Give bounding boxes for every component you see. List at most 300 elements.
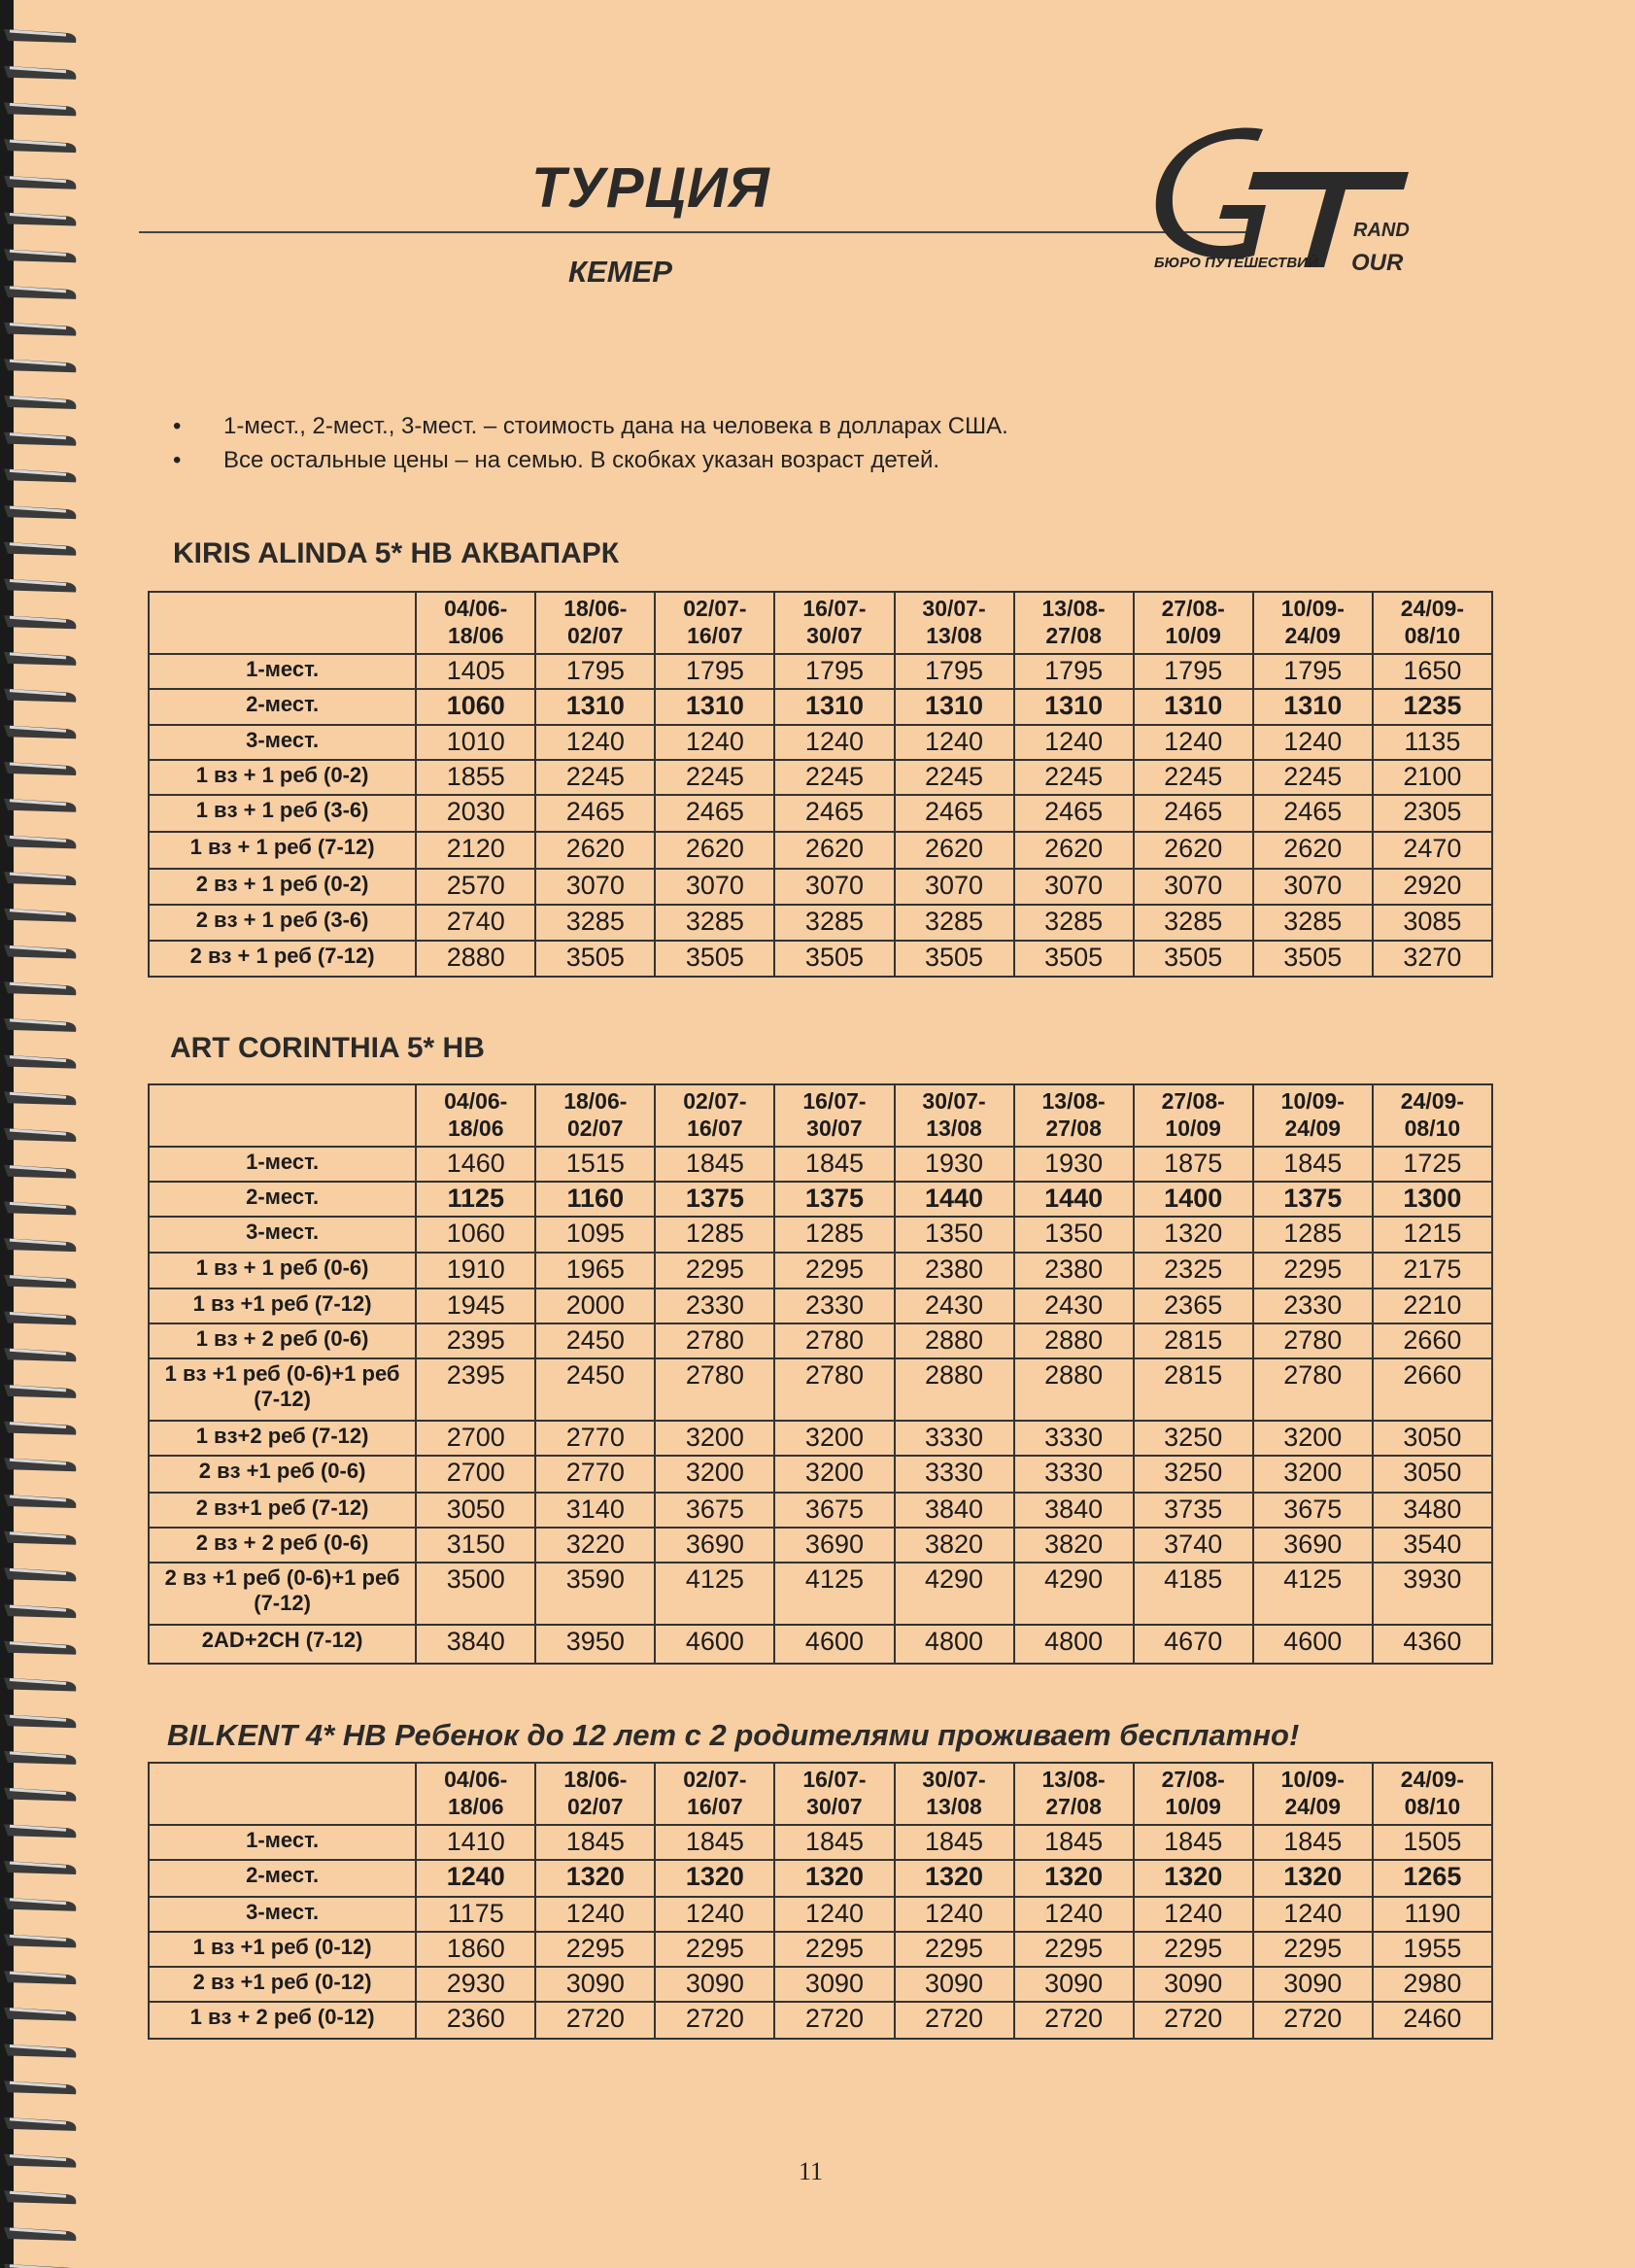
price-cell: 2700 — [416, 1421, 535, 1456]
price-cell: 3285 — [655, 905, 774, 941]
price-cell: 3070 — [1134, 869, 1253, 905]
price-cell: 3090 — [655, 1967, 774, 2002]
price-cell: 2980 — [1373, 1967, 1492, 2002]
price-cell: 1060 — [416, 1217, 535, 1253]
page-subtitle: КЕМЕР — [568, 255, 672, 289]
row-label: 1-мест. — [149, 1825, 416, 1860]
price-cell: 2720 — [1014, 2002, 1134, 2039]
price-cell: 1650 — [1373, 654, 1492, 689]
price-cell: 2620 — [1134, 832, 1253, 869]
price-cell: 2720 — [895, 2002, 1014, 2039]
price-cell: 2325 — [1134, 1253, 1253, 1289]
price-cell: 2620 — [535, 832, 655, 869]
logo-word-rand: RAND — [1353, 220, 1410, 241]
row-label: 2 вз + 2 реб (0-6) — [149, 1528, 416, 1563]
price-cell: 3200 — [774, 1421, 894, 1456]
price-cell: 1240 — [655, 1897, 774, 1932]
table-row — [149, 869, 1492, 905]
price-cell: 2330 — [655, 1289, 774, 1323]
logo-tagline: БЮРО ПУТЕШЕСТВИЙ — [1154, 255, 1318, 271]
price-cell: 1795 — [655, 654, 774, 689]
period-header: 13/08-27/08 — [1014, 1763, 1134, 1825]
price-cell: 2450 — [535, 1358, 655, 1421]
price-cell: 1240 — [774, 725, 894, 760]
note-item: • Все остальные цены – на семью. В скобках указан возраст детей. — [173, 443, 1008, 477]
price-cell: 3330 — [895, 1421, 1014, 1456]
price-cell: 2295 — [1253, 1253, 1373, 1289]
price-cell: 1845 — [655, 1825, 774, 1860]
table-row — [149, 1528, 1492, 1563]
price-cell: 1175 — [416, 1897, 535, 1932]
price-cell: 3740 — [1134, 1528, 1253, 1563]
price-cell: 3540 — [1373, 1528, 1492, 1563]
table-row — [149, 654, 1492, 689]
price-cell: 4290 — [895, 1563, 1014, 1625]
price-table-art-corinthia — [148, 1083, 1493, 1665]
price-cell: 2620 — [1253, 832, 1373, 869]
price-cell: 1240 — [416, 1860, 535, 1897]
price-cell: 2245 — [774, 760, 894, 795]
price-cell: 1350 — [1014, 1217, 1134, 1253]
table-row — [149, 1825, 1492, 1860]
price-cell: 3930 — [1373, 1563, 1492, 1625]
price-cell: 2465 — [655, 795, 774, 832]
price-cell: 2620 — [895, 832, 1014, 869]
price-cell: 2780 — [1253, 1358, 1373, 1421]
price-cell: 1240 — [1253, 725, 1373, 760]
price-cell: 2210 — [1373, 1289, 1492, 1323]
price-cell: 3285 — [1253, 905, 1373, 941]
price-cell: 1310 — [535, 689, 655, 725]
row-label: 1 вз +1 реб (0-12) — [149, 1932, 416, 1967]
hotel-title-bilkent: BILKENT 4* HB Ребенок до 12 лет с 2 родителями проживает бесплатно! — [167, 1718, 1300, 1752]
price-cell: 2295 — [774, 1932, 894, 1967]
period-header: 16/07-30/07 — [774, 592, 894, 654]
price-cell: 3735 — [1134, 1493, 1253, 1528]
price-cell: 4600 — [655, 1625, 774, 1664]
price-cell: 2740 — [416, 905, 535, 941]
price-cell: 1855 — [416, 760, 535, 795]
row-label: 1 вз + 2 реб (0-6) — [149, 1323, 416, 1358]
price-cell: 3330 — [1014, 1421, 1134, 1456]
price-cell: 1320 — [1134, 1217, 1253, 1253]
row-label: 1 вз+2 реб (7-12) — [149, 1421, 416, 1456]
price-cell: 1350 — [895, 1217, 1014, 1253]
price-cell: 2360 — [416, 2002, 535, 2039]
price-cell: 3840 — [416, 1625, 535, 1664]
price-cell: 1240 — [1014, 725, 1134, 760]
period-header: 16/07-30/07 — [774, 1084, 894, 1147]
price-cell: 1310 — [774, 689, 894, 725]
price-cell: 2465 — [1253, 795, 1373, 832]
price-cell: 2330 — [774, 1289, 894, 1323]
price-cell: 2365 — [1134, 1289, 1253, 1323]
price-cell: 3285 — [774, 905, 894, 941]
price-cell: 3150 — [416, 1528, 535, 1563]
table-corner-cell — [149, 592, 416, 654]
price-cell: 2465 — [895, 795, 1014, 832]
period-header: 27/08-10/09 — [1134, 1763, 1253, 1825]
spiral-binding — [0, 0, 89, 2268]
row-label: 1 вз +1 реб (7-12) — [149, 1289, 416, 1323]
price-cell: 3285 — [1014, 905, 1134, 941]
price-cell: 1795 — [535, 654, 655, 689]
table-row — [149, 1563, 1492, 1625]
price-cell: 2295 — [1134, 1932, 1253, 1967]
price-cell: 2295 — [535, 1932, 655, 1967]
table-row — [149, 941, 1492, 977]
price-cell: 1795 — [1253, 654, 1373, 689]
row-label: 1 вз + 1 реб (3-6) — [149, 795, 416, 832]
price-table-kiris-alinda — [148, 591, 1493, 978]
price-cell: 3285 — [895, 905, 1014, 941]
price-cell: 2100 — [1373, 760, 1492, 795]
price-cell: 2245 — [535, 760, 655, 795]
row-label: 2 вз + 1 реб (0-2) — [149, 869, 416, 905]
price-cell: 2920 — [1373, 869, 1492, 905]
period-header: 13/08-27/08 — [1014, 592, 1134, 654]
price-cell: 2620 — [774, 832, 894, 869]
price-cell: 2815 — [1134, 1323, 1253, 1358]
price-cell: 3505 — [895, 941, 1014, 977]
price-cell: 2720 — [655, 2002, 774, 2039]
price-cell: 3250 — [1134, 1421, 1253, 1456]
price-cell: 3480 — [1373, 1493, 1492, 1528]
price-cell: 1725 — [1373, 1147, 1492, 1182]
price-table-bilkent — [148, 1762, 1493, 2040]
price-cell: 2620 — [655, 832, 774, 869]
row-label: 1 вз +1 реб (0-6)+1 реб (7-12) — [149, 1358, 416, 1421]
price-cell: 3090 — [1253, 1967, 1373, 2002]
price-cell: 1795 — [1014, 654, 1134, 689]
price-cell: 2720 — [1253, 2002, 1373, 2039]
period-header: 30/07-13/08 — [895, 1763, 1014, 1825]
price-cell: 1240 — [535, 1897, 655, 1932]
price-cell: 2330 — [1253, 1289, 1373, 1323]
price-cell: 1310 — [1134, 689, 1253, 725]
price-cell: 1955 — [1373, 1932, 1492, 1967]
price-cell: 4125 — [655, 1563, 774, 1625]
price-cell: 2880 — [895, 1323, 1014, 1358]
price-cell: 2720 — [774, 2002, 894, 2039]
notes-list — [173, 409, 1008, 477]
table-row — [149, 1456, 1492, 1493]
price-cell: 1060 — [416, 689, 535, 725]
price-cell: 1320 — [895, 1860, 1014, 1897]
price-cell: 3070 — [895, 869, 1014, 905]
price-cell: 2245 — [895, 760, 1014, 795]
price-cell: 1860 — [416, 1932, 535, 1967]
table-row — [149, 1932, 1492, 1967]
period-header: 24/09-08/10 — [1373, 1763, 1492, 1825]
price-cell: 1010 — [416, 725, 535, 760]
row-label: 2-мест. — [149, 689, 416, 725]
price-cell: 1320 — [1014, 1860, 1134, 1897]
price-cell: 4800 — [895, 1625, 1014, 1664]
row-label: 3-мест. — [149, 1897, 416, 1932]
price-cell: 3200 — [655, 1421, 774, 1456]
price-cell: 1310 — [895, 689, 1014, 725]
price-cell: 2380 — [895, 1253, 1014, 1289]
price-cell: 1845 — [535, 1825, 655, 1860]
price-cell: 3085 — [1373, 905, 1492, 941]
price-cell: 1265 — [1373, 1860, 1492, 1897]
price-cell: 3070 — [535, 869, 655, 905]
grand-tour-logo — [1151, 121, 1452, 277]
row-label: 2 вз + 1 реб (3-6) — [149, 905, 416, 941]
price-cell: 3070 — [774, 869, 894, 905]
price-cell: 1930 — [895, 1147, 1014, 1182]
price-cell: 2450 — [535, 1323, 655, 1358]
row-label: 2 вз +1 реб (0-6) — [149, 1456, 416, 1493]
period-header: 24/09-08/10 — [1373, 1084, 1492, 1147]
price-cell: 1515 — [535, 1147, 655, 1182]
price-cell: 1320 — [1134, 1860, 1253, 1897]
price-cell: 2720 — [1134, 2002, 1253, 2039]
price-cell: 1235 — [1373, 689, 1492, 725]
price-cell: 2175 — [1373, 1253, 1492, 1289]
period-header: 02/07-16/07 — [655, 592, 774, 654]
table-row — [149, 832, 1492, 869]
price-cell: 2295 — [774, 1253, 894, 1289]
price-cell: 1135 — [1373, 725, 1492, 760]
row-label: 3-мест. — [149, 1217, 416, 1253]
row-label: 1 вз + 1 реб (0-2) — [149, 760, 416, 795]
price-cell: 1375 — [774, 1182, 894, 1217]
price-cell: 1400 — [1134, 1182, 1253, 1217]
price-cell: 1845 — [1253, 1825, 1373, 1860]
table-row — [149, 1493, 1492, 1528]
table-row — [149, 1860, 1492, 1897]
price-cell: 1240 — [1134, 725, 1253, 760]
price-cell: 2295 — [655, 1253, 774, 1289]
price-cell: 2770 — [535, 1421, 655, 1456]
price-cell: 2620 — [1014, 832, 1134, 869]
period-header: 30/07-13/08 — [895, 592, 1014, 654]
price-cell: 3050 — [1373, 1456, 1492, 1493]
price-cell: 2245 — [1134, 760, 1253, 795]
price-cell: 1285 — [774, 1217, 894, 1253]
price-cell: 2880 — [1014, 1358, 1134, 1421]
row-label: 1-мест. — [149, 654, 416, 689]
hotel-title-kiris-alinda: KIRIS ALINDA 5* HB АКВАПАРК — [173, 537, 620, 569]
page-title: ТУРЦИЯ — [531, 156, 770, 220]
price-cell: 3840 — [1014, 1493, 1134, 1528]
price-cell: 2120 — [416, 832, 535, 869]
table-row — [149, 725, 1492, 760]
row-label: 2 вз+1 реб (7-12) — [149, 1493, 416, 1528]
price-cell: 3090 — [1134, 1967, 1253, 2002]
price-cell: 1875 — [1134, 1147, 1253, 1182]
price-cell: 3690 — [655, 1528, 774, 1563]
price-cell: 3505 — [774, 941, 894, 977]
row-label: 1-мест. — [149, 1147, 416, 1182]
table-row — [149, 2002, 1492, 2039]
price-cell: 2380 — [1014, 1253, 1134, 1289]
price-cell: 3675 — [1253, 1493, 1373, 1528]
period-header: 27/08-10/09 — [1134, 1084, 1253, 1147]
price-cell: 3505 — [1134, 941, 1253, 977]
price-cell: 3270 — [1373, 941, 1492, 977]
row-label: 2 вз +1 реб (0-12) — [149, 1967, 416, 2002]
price-cell: 2395 — [416, 1323, 535, 1358]
price-cell: 1845 — [895, 1825, 1014, 1860]
price-cell: 1240 — [1014, 1897, 1134, 1932]
price-cell: 3820 — [895, 1528, 1014, 1563]
page-number: 11 — [799, 2157, 824, 2185]
price-cell: 3950 — [535, 1625, 655, 1664]
price-cell: 1845 — [655, 1147, 774, 1182]
table-row — [149, 1182, 1492, 1217]
price-cell: 2460 — [1373, 2002, 1492, 2039]
period-header: 13/08-27/08 — [1014, 1084, 1134, 1147]
row-label: 2 вз + 1 реб (7-12) — [149, 941, 416, 977]
price-cell: 3220 — [535, 1528, 655, 1563]
price-cell: 2030 — [416, 795, 535, 832]
price-cell: 1930 — [1014, 1147, 1134, 1182]
period-header: 27/08-10/09 — [1134, 592, 1253, 654]
price-cell: 3090 — [895, 1967, 1014, 2002]
price-cell: 1285 — [655, 1217, 774, 1253]
price-cell: 1310 — [1253, 689, 1373, 725]
price-cell: 1310 — [655, 689, 774, 725]
price-cell: 1845 — [1253, 1147, 1373, 1182]
price-cell: 2930 — [416, 1967, 535, 2002]
price-cell: 1240 — [774, 1897, 894, 1932]
table-row — [149, 795, 1492, 832]
price-cell: 1240 — [655, 725, 774, 760]
price-cell: 1795 — [774, 654, 894, 689]
price-cell: 4125 — [774, 1563, 894, 1625]
price-cell: 3675 — [655, 1493, 774, 1528]
price-cell: 2660 — [1373, 1323, 1492, 1358]
price-cell: 2430 — [895, 1289, 1014, 1323]
price-cell: 2470 — [1373, 832, 1492, 869]
price-cell: 1440 — [1014, 1182, 1134, 1217]
price-cell: 1240 — [895, 1897, 1014, 1932]
price-cell: 3285 — [1134, 905, 1253, 941]
price-cell: 2430 — [1014, 1289, 1134, 1323]
price-cell: 1505 — [1373, 1825, 1492, 1860]
price-cell: 2000 — [535, 1289, 655, 1323]
row-label: 1 вз + 1 реб (0-6) — [149, 1253, 416, 1289]
price-cell: 3090 — [535, 1967, 655, 2002]
price-cell: 1320 — [535, 1860, 655, 1897]
price-cell: 3200 — [655, 1456, 774, 1493]
price-cell: 4360 — [1373, 1625, 1492, 1664]
table-row — [149, 689, 1492, 725]
price-cell: 3090 — [774, 1967, 894, 2002]
period-header: 18/06-02/07 — [535, 1763, 655, 1825]
price-cell: 2570 — [416, 869, 535, 905]
period-header: 02/07-16/07 — [655, 1763, 774, 1825]
price-cell: 3070 — [655, 869, 774, 905]
price-cell: 2815 — [1134, 1358, 1253, 1421]
price-cell: 1240 — [535, 725, 655, 760]
row-label: 2 вз +1 реб (0-6)+1 реб (7-12) — [149, 1563, 416, 1625]
price-cell: 3200 — [774, 1456, 894, 1493]
price-cell: 1240 — [895, 725, 1014, 760]
period-header: 10/09-24/09 — [1253, 1084, 1373, 1147]
price-cell: 2780 — [774, 1358, 894, 1421]
period-header: 02/07-16/07 — [655, 1084, 774, 1147]
price-cell: 3330 — [1014, 1456, 1134, 1493]
price-cell: 3690 — [774, 1528, 894, 1563]
period-header: 10/09-24/09 — [1253, 592, 1373, 654]
price-cell: 1375 — [655, 1182, 774, 1217]
price-cell: 1240 — [1134, 1897, 1253, 1932]
price-cell: 4125 — [1253, 1563, 1373, 1625]
price-cell: 1190 — [1373, 1897, 1492, 1932]
period-header: 30/07-13/08 — [895, 1084, 1014, 1147]
price-cell: 3500 — [416, 1563, 535, 1625]
price-cell: 3090 — [1014, 1967, 1134, 2002]
price-cell: 2295 — [1014, 1932, 1134, 1967]
period-header: 04/06-18/06 — [416, 592, 535, 654]
price-cell: 3330 — [895, 1456, 1014, 1493]
price-cell: 2465 — [535, 795, 655, 832]
price-cell: 2780 — [655, 1323, 774, 1358]
table-row — [149, 1289, 1492, 1323]
price-cell: 1375 — [1253, 1182, 1373, 1217]
price-cell: 1160 — [535, 1182, 655, 1217]
price-cell: 3840 — [895, 1493, 1014, 1528]
period-header: 18/06-02/07 — [535, 592, 655, 654]
row-label: 3-мест. — [149, 725, 416, 760]
price-cell: 1910 — [416, 1253, 535, 1289]
price-cell: 2395 — [416, 1358, 535, 1421]
price-cell: 3140 — [535, 1493, 655, 1528]
hotel-title-art-corinthia: ART CORINTHIA 5* HB — [170, 1032, 485, 1064]
price-cell: 2465 — [1014, 795, 1134, 832]
price-cell: 2880 — [895, 1358, 1014, 1421]
price-cell: 1300 — [1373, 1182, 1492, 1217]
logo-word-our: OUR — [1351, 250, 1404, 276]
table-row — [149, 905, 1492, 941]
table-corner-cell — [149, 1084, 416, 1147]
period-header: 24/09-08/10 — [1373, 592, 1492, 654]
table-row — [149, 1358, 1492, 1421]
price-cell: 3820 — [1014, 1528, 1134, 1563]
price-cell: 1845 — [774, 1147, 894, 1182]
price-cell: 3505 — [1253, 941, 1373, 977]
price-cell: 2245 — [1014, 760, 1134, 795]
price-cell: 4290 — [1014, 1563, 1134, 1625]
price-cell: 1845 — [774, 1825, 894, 1860]
row-label: 2-мест. — [149, 1860, 416, 1897]
table-row — [149, 1147, 1492, 1182]
price-cell: 2660 — [1373, 1358, 1492, 1421]
price-cell: 1410 — [416, 1825, 535, 1860]
price-cell: 2880 — [416, 941, 535, 977]
price-cell: 3505 — [655, 941, 774, 977]
price-cell: 1320 — [655, 1860, 774, 1897]
price-cell: 2295 — [1253, 1932, 1373, 1967]
table-row — [149, 1897, 1492, 1932]
price-cell: 2295 — [895, 1932, 1014, 1967]
price-cell: 2295 — [655, 1932, 774, 1967]
table-row — [149, 1323, 1492, 1358]
price-cell: 1125 — [416, 1182, 535, 1217]
period-header: 04/06-18/06 — [416, 1084, 535, 1147]
row-label: 1 вз + 1 реб (7-12) — [149, 832, 416, 869]
price-cell: 1320 — [774, 1860, 894, 1897]
table-row — [149, 1217, 1492, 1253]
price-cell: 2880 — [1014, 1323, 1134, 1358]
price-cell: 2465 — [1134, 795, 1253, 832]
price-cell: 2720 — [535, 2002, 655, 2039]
row-label: 2-мест. — [149, 1182, 416, 1217]
